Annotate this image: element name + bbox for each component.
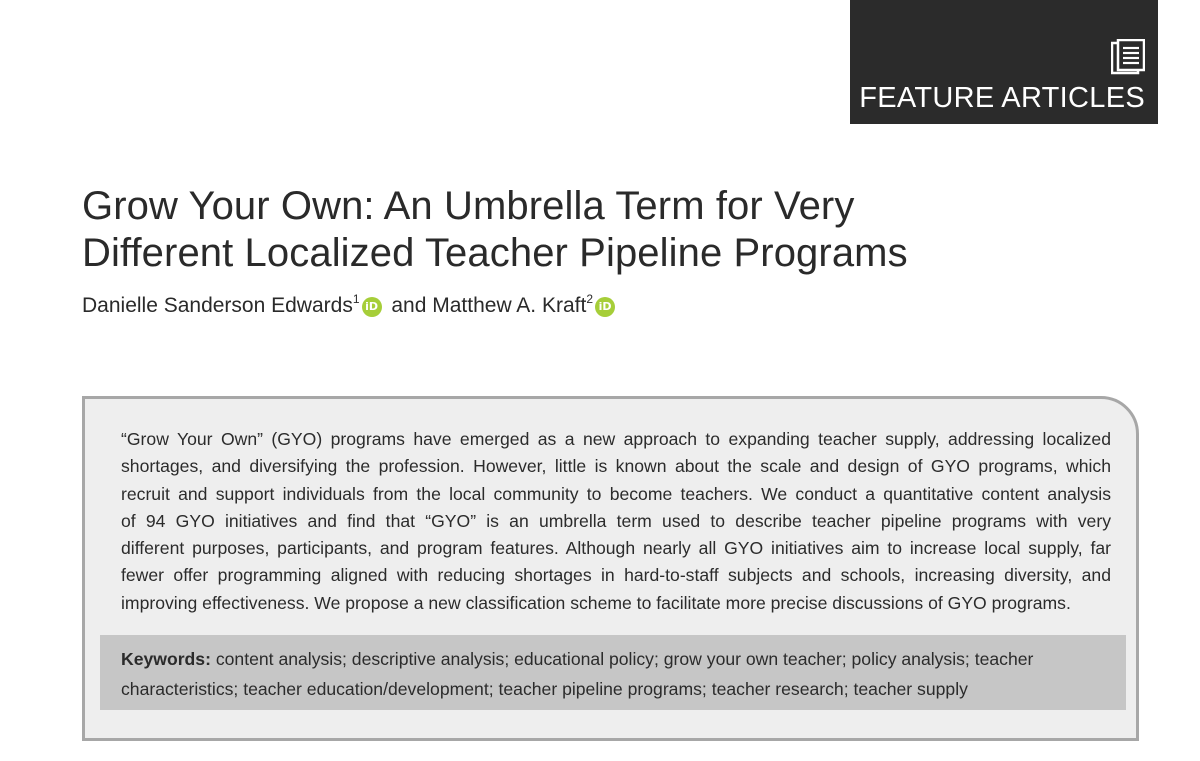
abstract-line: of 94 GYO initiatives and find that “GYO” is an umbrella term used to describe teacher pipeline programs with very — [121, 510, 1111, 531]
author-connector: and — [391, 294, 427, 317]
abstract-line: different purposes, participants, and program features. Although nearly all GYO initiatives aim to increase local supply, far — [121, 538, 1111, 559]
abstract-text — [121, 426, 1111, 617]
keywords-box — [100, 635, 1126, 710]
keywords-label: Keywords: — [121, 649, 211, 669]
abstract-line: recruit and support individuals from the local community to become teachers. We conduct a quantitative content analysis — [121, 483, 1111, 504]
keywords-line: characteristics; teacher education/development; teacher pipeline programs; teacher research; teacher supply — [121, 679, 968, 699]
author-list — [82, 292, 619, 320]
keywords-line — [121, 644, 1106, 674]
keywords-text: content analysis; descriptive analysis; educational policy; grow your own teacher; policy analysis; teacher — [215, 649, 1034, 669]
abstract-box — [82, 396, 1139, 741]
abstract-line: improving effectiveness. We propose a new classification scheme to facilitate more precise discussions of GYO programs. — [121, 592, 1071, 613]
title-line: Grow Your Own: An Umbrella Term for Very — [82, 184, 855, 228]
author-name[interactable]: Danielle Sanderson Edwards — [82, 294, 353, 317]
feature-articles-banner — [850, 0, 1158, 124]
orcid-icon[interactable]: iD — [595, 297, 615, 317]
affiliation-marker: 2 — [586, 292, 594, 306]
article-title — [82, 183, 1082, 277]
abstract-line: fewer offer programming aligned with reducing shortages in hard-to-staff subjects and schools, increasing diversity, and — [121, 565, 1111, 586]
document-stack-icon — [1111, 39, 1145, 75]
affiliation-marker: 1 — [352, 292, 360, 306]
orcid-icon[interactable]: iD — [362, 297, 382, 317]
abstract-line: shortages, and diversifying the profession. However, little is known about the scale and design of GYO programs, which — [121, 456, 1111, 477]
section-label: FEATURE ARTICLES — [859, 82, 1145, 114]
author-name[interactable]: Matthew A. Kraft — [432, 294, 587, 317]
title-line: Different Localized Teacher Pipeline Programs — [82, 231, 908, 275]
abstract-line: “Grow Your Own” (GYO) programs have emerged as a new approach to expanding teacher supply, addressing localized — [121, 429, 1111, 449]
